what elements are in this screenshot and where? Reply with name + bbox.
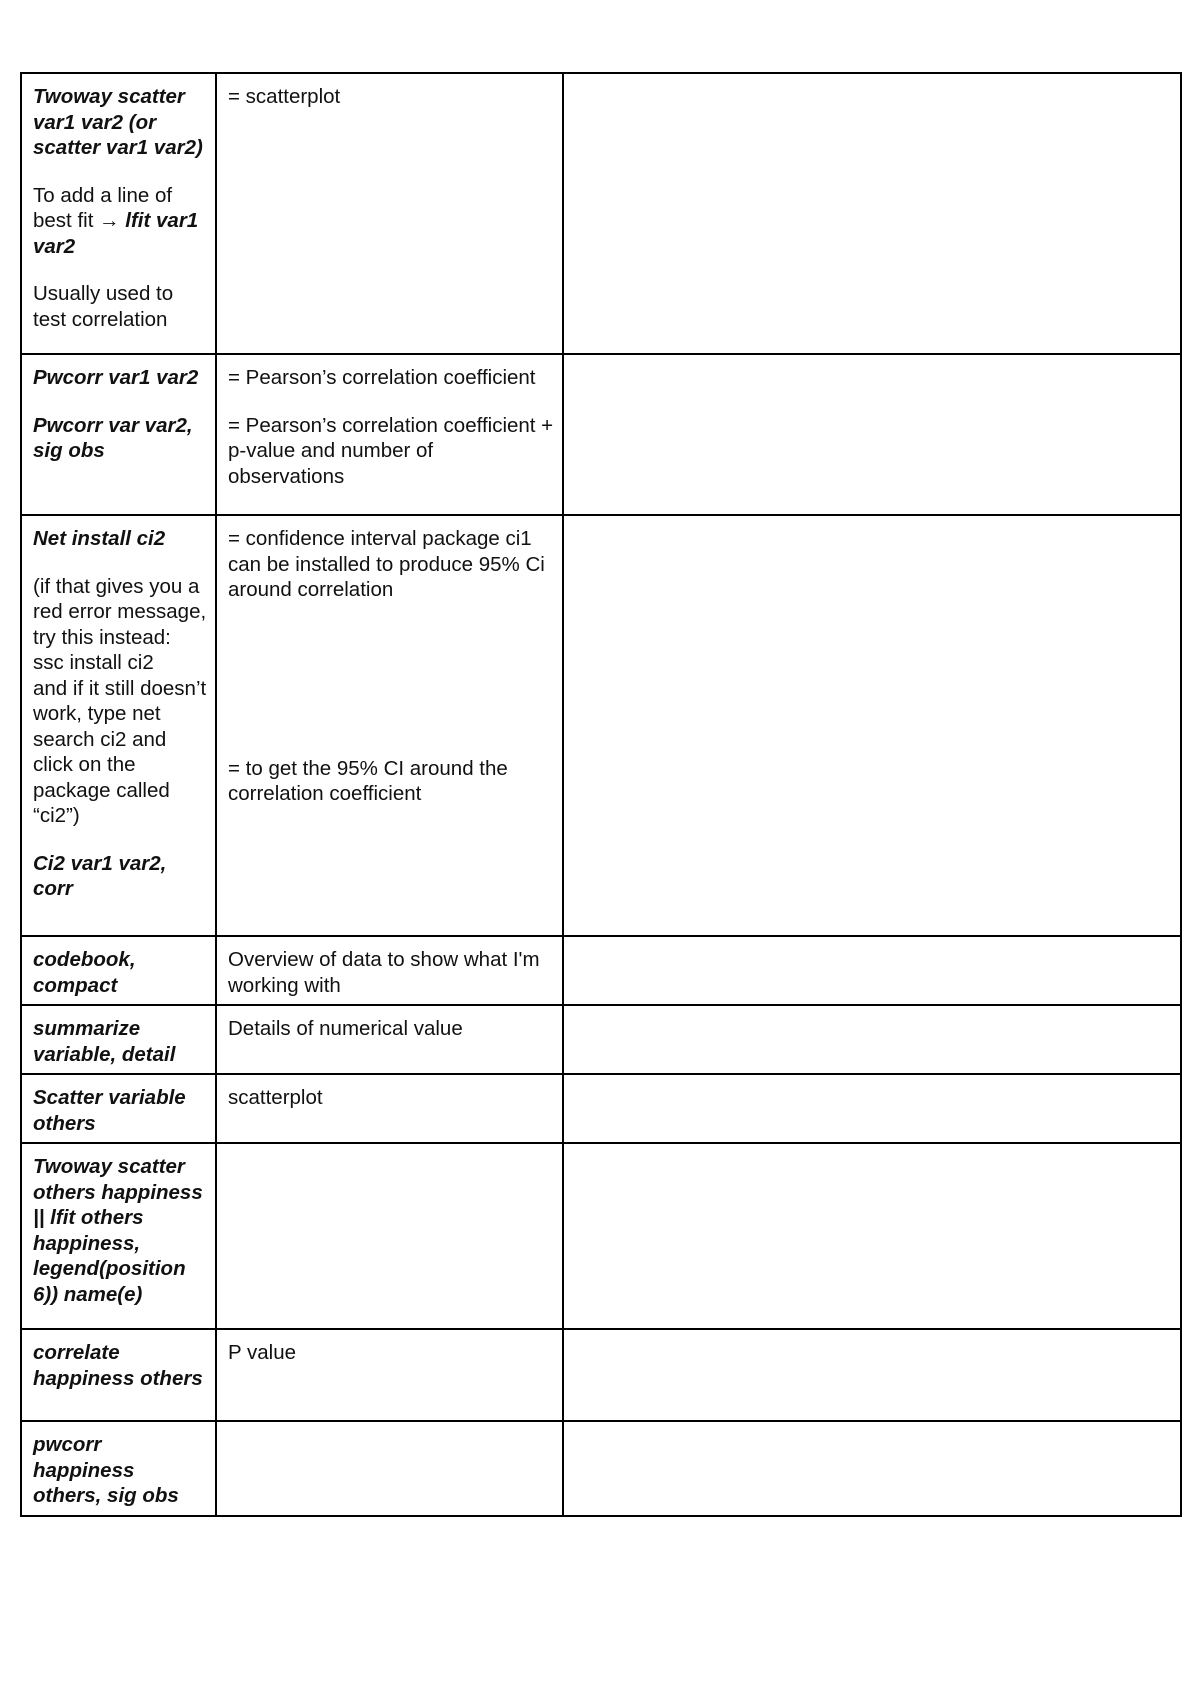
description-cell bbox=[216, 354, 563, 515]
empty-cell bbox=[563, 1074, 1181, 1143]
description-text: = Pearson’s correlation coefficient + p-value and number of observations bbox=[228, 413, 554, 488]
description-cell bbox=[216, 1005, 563, 1074]
description-cell bbox=[216, 1329, 563, 1421]
command-text: Pwcorr var1 var2 bbox=[33, 366, 199, 389]
note-text: Usually used to test correlation bbox=[33, 282, 174, 331]
description-text: = to get the 95% CI around the correlation coefficient bbox=[228, 756, 508, 805]
command-text: summarize variable, detail bbox=[33, 1017, 176, 1066]
description-text: Overview of data to show what I'm working with bbox=[228, 948, 540, 997]
command-cell bbox=[21, 515, 216, 936]
empty-cell bbox=[563, 1143, 1181, 1329]
description-cell bbox=[216, 73, 563, 354]
command-text: Twoway scatter others happiness || lfit others happiness, legend(position 6)) name(e) bbox=[33, 1155, 203, 1306]
note-text bbox=[33, 183, 207, 260]
empty-cell bbox=[563, 354, 1181, 515]
command-text: pwcorr happiness others, sig obs bbox=[33, 1433, 179, 1507]
empty-cell bbox=[563, 1421, 1181, 1516]
table-row bbox=[21, 1421, 1181, 1516]
notes-table bbox=[20, 72, 1182, 1517]
description-text: = confidence interval package ci1 can be installed to produce 95% Ci around correlation bbox=[228, 527, 545, 601]
command-cell bbox=[21, 936, 216, 1005]
description-cell bbox=[216, 515, 563, 936]
command-cell bbox=[21, 1421, 216, 1516]
description-text: = scatterplot bbox=[228, 85, 341, 108]
note-text: (if that gives you a red error message, try this instead: ssc install ci2 bbox=[33, 574, 207, 674]
command-text: codebook, compact bbox=[33, 948, 136, 997]
table-row bbox=[21, 73, 1181, 354]
table-row bbox=[21, 1329, 1181, 1421]
empty-cell bbox=[563, 1005, 1181, 1074]
table-row bbox=[21, 1143, 1181, 1329]
table-row bbox=[21, 936, 1181, 1005]
command-cell bbox=[21, 1005, 216, 1074]
command-text: correlate happiness others bbox=[33, 1341, 203, 1390]
description-text: scatterplot bbox=[228, 1086, 323, 1109]
description-text: = Pearson’s correlation coefficient bbox=[228, 366, 536, 389]
command-text: Ci2 var1 var2, corr bbox=[33, 851, 167, 900]
description-cell bbox=[216, 1421, 563, 1516]
description-cell bbox=[216, 1143, 563, 1329]
table-row bbox=[21, 1074, 1181, 1143]
command-text: Net install ci2 bbox=[33, 527, 166, 550]
description-cell bbox=[216, 936, 563, 1005]
command-text: lfit var1 var2 bbox=[33, 209, 199, 258]
command-cell bbox=[21, 73, 216, 354]
empty-cell bbox=[563, 73, 1181, 354]
command-text: Scatter variable others bbox=[33, 1086, 186, 1135]
empty-cell bbox=[563, 936, 1181, 1005]
table-row bbox=[21, 515, 1181, 936]
table-row bbox=[21, 1005, 1181, 1074]
empty-cell bbox=[563, 515, 1181, 936]
note-prefix: To add a line of best fit → bbox=[33, 183, 173, 232]
command-cell bbox=[21, 1329, 216, 1421]
command-cell bbox=[21, 354, 216, 515]
command-text: Twoway scatter var1 var2 (or scatter var1 var2) bbox=[33, 85, 203, 159]
command-cell bbox=[21, 1143, 216, 1329]
description-text: P value bbox=[228, 1341, 297, 1364]
command-text: Pwcorr var var2, sig obs bbox=[33, 413, 193, 462]
description-text: Details of numerical value bbox=[228, 1017, 463, 1040]
command-cell bbox=[21, 1074, 216, 1143]
table-row bbox=[21, 354, 1181, 515]
description-cell bbox=[216, 1074, 563, 1143]
note-text: and if it still doesn’t work, type net search ci2 and click on the package called “ci2”) bbox=[33, 676, 207, 827]
empty-cell bbox=[563, 1329, 1181, 1421]
